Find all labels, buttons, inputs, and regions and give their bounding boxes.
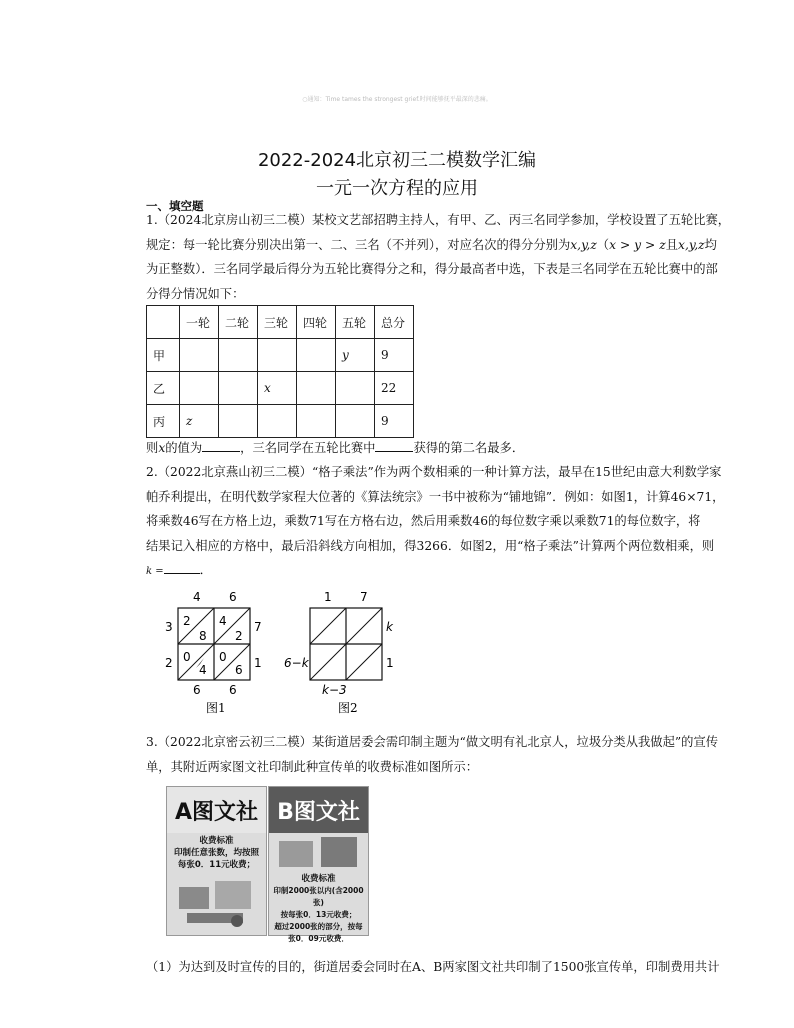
fig2-caption: 图2 (338, 701, 358, 715)
poster-a-illustration (167, 871, 266, 935)
table-header-cell: 总分 (375, 306, 414, 339)
q3-sub1 (146, 955, 720, 980)
table-cell (180, 372, 219, 405)
poster-a (166, 786, 267, 936)
fig2-top-digit: 1 (324, 590, 332, 604)
question-1 (146, 208, 731, 306)
fig1-cell-digit: 4 (219, 614, 227, 628)
table-cell: 9 (375, 405, 414, 438)
fig1-left-digit: 2 (165, 656, 173, 670)
q1-vars-2: x,y,z (678, 237, 705, 252)
section-heading: 一、填空题 (146, 199, 204, 213)
q2-k-eq: k = (146, 566, 164, 577)
fig2-bottom-label: k−3 (322, 683, 347, 697)
fig2-diagonal (346, 644, 382, 680)
poster-a-title: 收费标准 (199, 836, 234, 846)
table-cell: y (336, 339, 375, 372)
fig2-diagonal (310, 608, 346, 644)
q1-tail: 均 (704, 237, 717, 252)
table-cell: x (258, 372, 297, 405)
fig1-left-digit: 3 (165, 620, 173, 634)
q2-line2: 帕乔利提出，在明代数学家程大位著的《算法统宗》一书中被称为“铺地锦”．例如：如图1，计算46×71， (146, 489, 725, 504)
q3-line2: 单，其附近两家图文社印制此种宣传单的收费标准如图所示： (146, 759, 479, 774)
q1-line4: 分得分情况如下： (146, 286, 245, 301)
poster-b-line: 超过2000张的部分，按每 (274, 922, 363, 931)
q1-after-c: ，三名同学在五轮比赛中 (240, 441, 376, 455)
q1-vars: x,y,z (570, 237, 597, 252)
q2-line1: 2.（2022北京燕山初三二模）“格子乘法”作为两个数相乘的一种计算方法，最早在15世纪由意大利数学家 (146, 465, 722, 479)
q2-period: ． (199, 563, 212, 577)
table-row (147, 372, 414, 405)
table-cell (258, 405, 297, 438)
q1-line2-text: 规定：每一轮比赛分别决出第一、二、三名（不并列），对应名次的得分分别为 (146, 237, 571, 252)
table-row (147, 339, 414, 372)
q1-after-b: 的值为 (165, 441, 203, 455)
q1-after-a: 则 (146, 441, 159, 455)
page-title: 2022-2024北京初三二模数学汇编 (257, 150, 537, 171)
table-header-row (147, 306, 414, 339)
table-cell (258, 339, 297, 372)
table-cell: 丙 (147, 405, 180, 438)
q1-answer-line (146, 436, 716, 461)
fig2-top-digit: 7 (360, 590, 368, 604)
poster-a-name: A图文社 (167, 787, 266, 833)
fig1-top-digit: 4 (193, 590, 201, 604)
table-cell (180, 339, 219, 372)
q2-line5 (146, 558, 716, 585)
q1-line2 (146, 233, 716, 258)
table-header-cell: 二轮 (219, 306, 258, 339)
q3-sub1-text: （1）为达到及时宣传的目的，街道居委会同时在A、B两家图文社共印制了1500张宣传单，印制费用共计 (146, 960, 720, 974)
fig1-right-digit: 7 (254, 620, 262, 634)
fig1-bottom-digit: 6 (193, 683, 201, 697)
q1-line3: 为正整数）．三名同学最后得分为五轮比赛得分之和，得分最高者中选，下表是三名同学在五轮比赛中的部 (146, 262, 718, 276)
answer-blank-2[interactable] (375, 438, 413, 452)
poster-a-body (167, 835, 266, 871)
q1-line1: 1.（2024北京房山初三二模）某校文艺部招聘主持人，有甲、乙、丙三名同学参加，学校设置了五轮比赛， (146, 213, 731, 227)
score-table (146, 305, 414, 438)
fig1-cell-digit: 8 (199, 629, 207, 643)
table-cell (297, 372, 336, 405)
table-cell: 乙 (147, 372, 180, 405)
q2-line3: 将乘数46写在方格上边，乘数71写在方格右边，然后用乘数46的每位数字乘以乘数71的每位数字，将 (146, 514, 701, 528)
fig1-cell-digit: 2 (235, 629, 243, 643)
table-cell (336, 405, 375, 438)
fig2-right-digit: 1 (386, 656, 394, 670)
lattice-figure-2 (284, 588, 404, 718)
table-header-cell: 四轮 (297, 306, 336, 339)
table-cell (219, 405, 258, 438)
table-cell (297, 339, 336, 372)
question-2 (146, 460, 725, 585)
q3-line1: 3.（2022北京密云初三二模）某街道居委会需印制主题为“做文明有礼北京人，垃圾分类从我做起”的宣传 (146, 735, 719, 749)
fig1-cell-digit: 0 (219, 650, 227, 664)
answer-blank-k[interactable] (164, 560, 200, 574)
poster-b-title: 收费标准 (301, 874, 336, 884)
table-cell: 22 (375, 372, 414, 405)
table-cell: 9 (375, 339, 414, 372)
q1-paren: （ (596, 237, 610, 252)
fig1-right-digit: 1 (254, 656, 262, 670)
table-row (147, 405, 414, 438)
header-note: ○通知：Time tames the strongest grief.时间能够抚平最深的悲痛。 (302, 96, 492, 103)
fig1-cell-digit: 6 (235, 663, 243, 677)
table-cell: 甲 (147, 339, 180, 372)
table-header-cell: 五轮 (336, 306, 375, 339)
fig1-top-digit: 6 (229, 590, 237, 604)
fig1-caption: 图1 (206, 701, 226, 715)
poster-b (268, 786, 369, 943)
poster-b-body (269, 873, 368, 945)
poster-b-line: 按每张0．13元收费； (280, 910, 357, 919)
q1-after-d: 获得的第二名最多． (413, 441, 525, 455)
q1-inequality: x > y > z (609, 237, 666, 252)
table-header-cell: 三轮 (258, 306, 297, 339)
fig2-left-label: 6−k (284, 656, 309, 670)
table-header-cell: 一轮 (180, 306, 219, 339)
poster-b-illustration (269, 833, 368, 873)
fig1-cell-digit: 0 (183, 650, 191, 664)
table-cell (297, 405, 336, 438)
fig1-bottom-digit: 6 (229, 683, 237, 697)
table-cell (336, 372, 375, 405)
fig1-cell-digit: 4 (199, 663, 207, 677)
q1-after-var: x (158, 441, 166, 455)
fig2-right-label: k (386, 620, 393, 634)
poster-b-line: 张0．09元收费． (288, 934, 349, 943)
poster-a-line: 印制任意张数，均按照 (173, 848, 259, 858)
page-subtitle: 一元一次方程的应用 (316, 178, 478, 199)
fig1-cell-digit: 2 (183, 614, 191, 628)
table-cell: z (180, 405, 219, 438)
q1-and: 且 (665, 237, 679, 252)
table-header-cell (147, 306, 180, 339)
poster-a-line: 每张0．11元收费； (177, 860, 256, 870)
question-3 (146, 730, 719, 779)
answer-blank-1[interactable] (202, 438, 240, 452)
q2-line4: 结果记入相应的方格中，最后沿斜线方向相加，得3266．如图2，用“格子乘法”计算两个两位数相乘，则 (146, 538, 715, 553)
table-cell (219, 372, 258, 405)
table-cell (219, 339, 258, 372)
poster-b-name: B图文社 (269, 787, 368, 833)
poster-b-line: 印制2000张以内(含2000张) (273, 886, 364, 907)
lattice-figure-1 (160, 588, 270, 718)
